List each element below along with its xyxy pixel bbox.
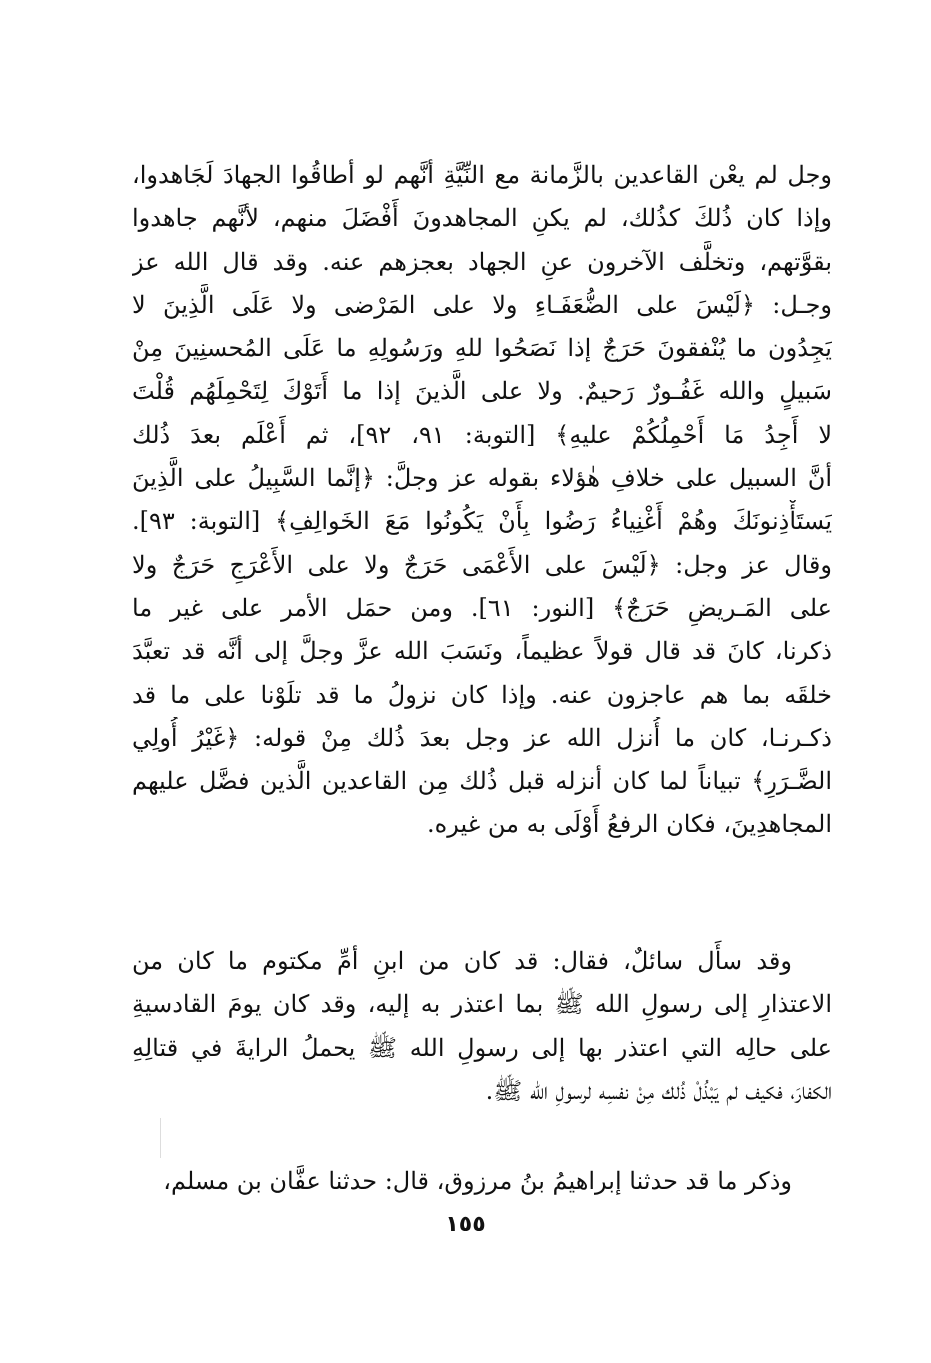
text-line: الكفارَ، فكيف لم يَبْذُلْ ذُلك مِنْ نفسِه لرسولِ الله ﷺ.	[485, 1076, 832, 1105]
text-line: يَستَأْذِنونَكَ وهُمْ أَغْنِياءُ رَضُوا بِأَنْ يَكُونُوا مَعَ الخَوالِفِ﴾ [التوبة: ٩٣].	[132, 507, 832, 536]
text-line: وجل لم يعْن القاعدين بالزَّمانة مع النِّيَّةِ أنَّهم لو أطاقُوا الجهادَ لَجَاهدوا،	[132, 161, 832, 189]
paragraph-3	[132, 1160, 832, 1203]
text-line: وقد سأَل سائلٌ، فقال: قد كان من ابنِ أمِّ مكتوم ما كان من	[132, 947, 792, 975]
text-line: وإذا كان ذُلكَ كذُلك، لم يكنِ المجاهدونَ أَفْضَلَ منهم، لأنَّهم جاهدوا	[132, 204, 832, 233]
scan-edge-mark	[160, 1118, 161, 1158]
text-line: وقال عز وجل: ﴿لَيْسَ على الأَعْمَى حَرَجٌ ولا على الأَعْرَجِ حَرَجٌ ولا	[132, 550, 832, 579]
paragraph-1	[132, 154, 832, 847]
text-line: الضَّـرَرِ﴾ تبياناً لما كان أنزله قبل ذُلك مِن القاعدين الَّذين فضَّل عليهم	[132, 767, 832, 796]
text-line: ذكرنا، كانَ قد قال قولاً عظيماً، ونَسَبَ الله عزَّ وجلَّ إلى أنَّه قد تعبَّدَ	[132, 637, 832, 666]
text-line: خلقَه بما هم عاجزون عنه. وإذا كان نزولُ ما قد تلَوْنا على ما قد	[132, 680, 832, 709]
text-line: لا أَجِدُ مَا أَحْمِلُكُمْ عليهِ﴾ [التوبة: ٩١، ٩٢]، ثم أَعْلَم بعدَ ذُلك	[132, 420, 832, 449]
text-line: على المَـريضِ حَرَجٌ﴾ [النور: ٦١]. ومن حمَل الأمر على غير ما	[132, 593, 832, 622]
text-line: الاعتذارِ إلى رسولِ الله ﷺ بما اعتذر به إليه، وقد كان يومَ القادسيةِ	[132, 990, 832, 1019]
text-line: يَجِدُون ما يُنْفقونَ حَرَجٌ إذا نَصَحُوا للهِ ورَسُولِهِ ما عَلَى المُحسنِينَ مِنْ	[132, 334, 832, 363]
text-line: سَبيلٍ والله غَفُـورٌ رَحيمٌ. ولا على الَّذينَ إذا ما أَتَوْكَ لِتَحْمِلَهُم قُلْتَ	[132, 377, 832, 406]
text-line: أنَّ السبيل على خلافِ هٰؤلاء بقوله عز وجلَّ: ﴿إنَّما السَّبِيلُ على الَّذِينَ	[132, 464, 832, 493]
text-line: وجـل: ﴿لَيْسَ على الضُّعَفَـاءِ ولا على المَرْضى ولا عَلَى الَّذِينَ لا	[132, 290, 832, 319]
page-number: ١٥٥	[445, 1212, 486, 1237]
text-line: ذكـرنـا، كان ما أُنزل الله عز وجل بعدَ ذُلك مِنْ قوله: ﴿غَيْرُ أُولِي	[132, 723, 832, 752]
text-line: بقوَّتهم، وتخلَّف الآخرون عنِ الجهاد بعجزهم عنه. وقد قال الله عز	[132, 247, 832, 276]
text-line: وذكر ما قد حدثنا إبراهيمُ بنُ مرزوق، قال: حدثنا عفَّان بن مسلم،	[163, 1167, 792, 1195]
text-line: المجاهدِينَ، فكان الرفعُ أَوْلَى به من غيره.	[427, 810, 832, 839]
paragraph-2	[132, 940, 832, 1113]
text-line: على حالِه التي اعتذر بها إلى رسولِ الله ﷺ يحملُ الرايةَ في قتالِهِ	[132, 1033, 832, 1062]
